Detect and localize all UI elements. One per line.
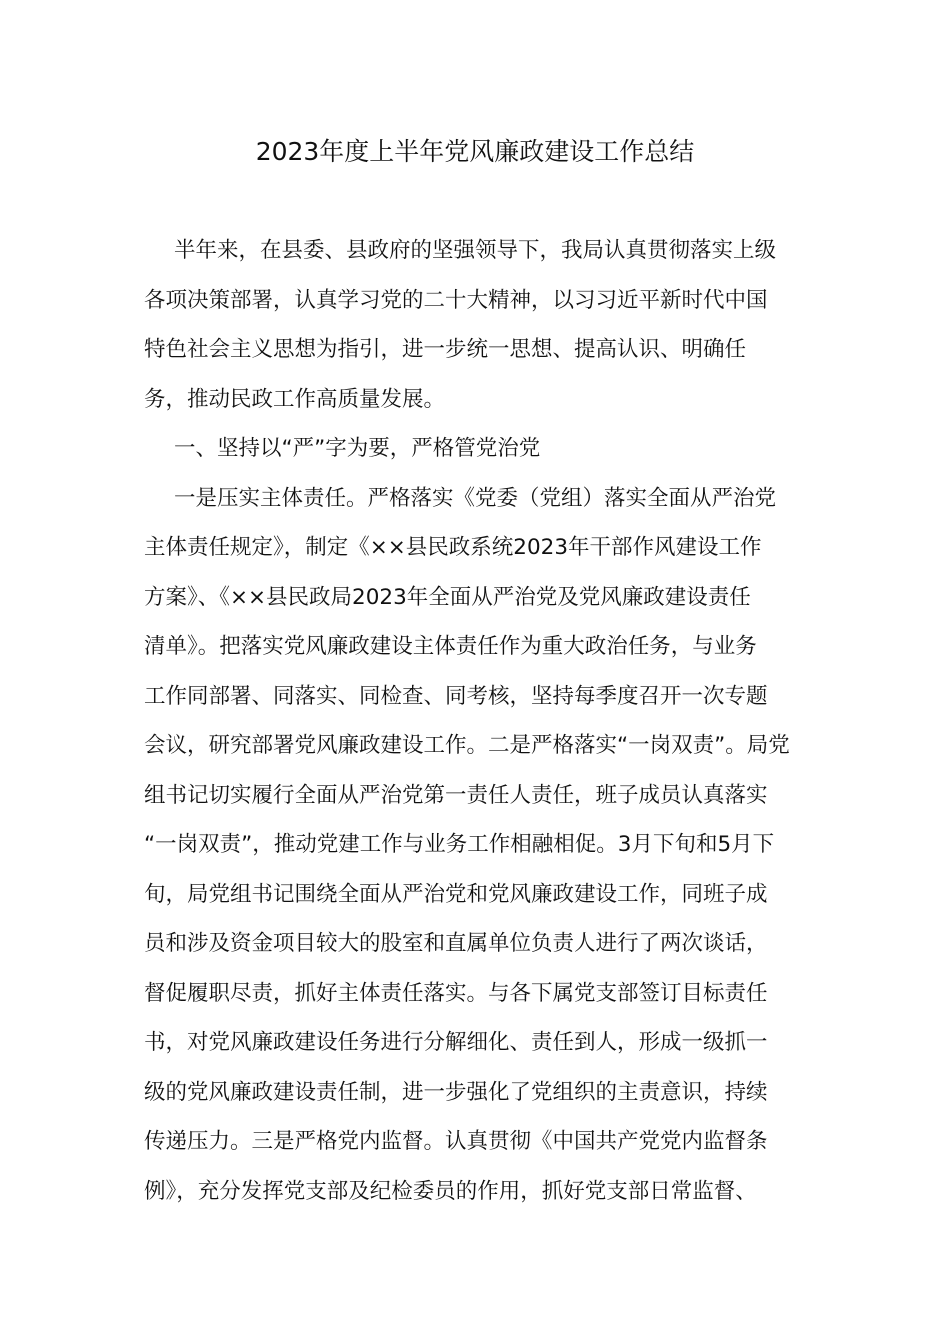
paragraph-line: 督促履职尽责，抓好主体责任落实。与各下属党支部签订目标责任 [144, 980, 768, 1006]
paragraph-line: 传递压力。三是严格党内监督。认真贯彻《中国共产党党内监督条 [144, 1129, 768, 1154]
paragraph-line: 书，对党风廉政建设任务进行分解细化、责任到人，形成一级抓一 [144, 1030, 768, 1055]
paragraph-line: 半年来，在县委、县政府的坚强领导下，我局认真贯彻落实上级 [174, 238, 777, 263]
paragraph-line: 务，推动民政工作高质量发展。 [144, 386, 446, 412]
document-title: 2023年度上半年党风廉政建设工作总结 [255, 137, 695, 166]
section-heading: 一、坚持以“严”字为要，严格管党治党 [174, 436, 541, 461]
paragraph-line: “一岗双责”，推动党建工作与业务工作相融相促。3月下旬和5月下 [144, 832, 775, 857]
paragraph-line: 特色社会主义思想为指引，进一步统一思想、提高认识、明确任 [144, 337, 747, 362]
paragraph-line: 级的党风廉政建设责任制，进一步强化了党组织的主责意识，持续 [144, 1079, 768, 1105]
document-body [144, 226, 808, 1216]
paragraph-line: 组书记切实履行全面从严治党第一责任人责任，班子成员认真落实 [144, 782, 768, 808]
paragraph-line: 会议，研究部署党风廉政建设工作。二是严格落实“一岗双责”。局党 [144, 733, 790, 758]
paragraph-line: 一是压实主体责任。严格落实《党委（党组）落实全面从严治党 [174, 485, 777, 511]
paragraph-line: 例》，充分发挥党支部及纪检委员的作用，抓好党支部日常监督、 [144, 1178, 757, 1204]
paragraph-line: 旬，局党组书记围绕全面从严治党和党风廉政建设工作，同班子成 [144, 881, 768, 907]
paragraph-line: 各项决策部署，认真学习党的二十大精神，以习习近平新时代中国 [144, 287, 768, 313]
paragraph-line: 主体责任规定》，制定《××县民政系统2023年干部作风建设工作 [144, 535, 762, 560]
paragraph-line: 方案》、《××县民政局2023年全面从严治党及党风廉政建设责任 [144, 584, 751, 610]
paragraph-line: 工作同部署、同落实、同检查、同考核，坚持每季度召开一次专题 [144, 683, 768, 709]
paragraph-line: 清单》。把落实党风廉政建设主体责任作为重大政治任务，与业务 [144, 634, 757, 659]
paragraph-line: 员和涉及资金项目较大的股室和直属单位负责人进行了两次谈话， [144, 931, 768, 956]
